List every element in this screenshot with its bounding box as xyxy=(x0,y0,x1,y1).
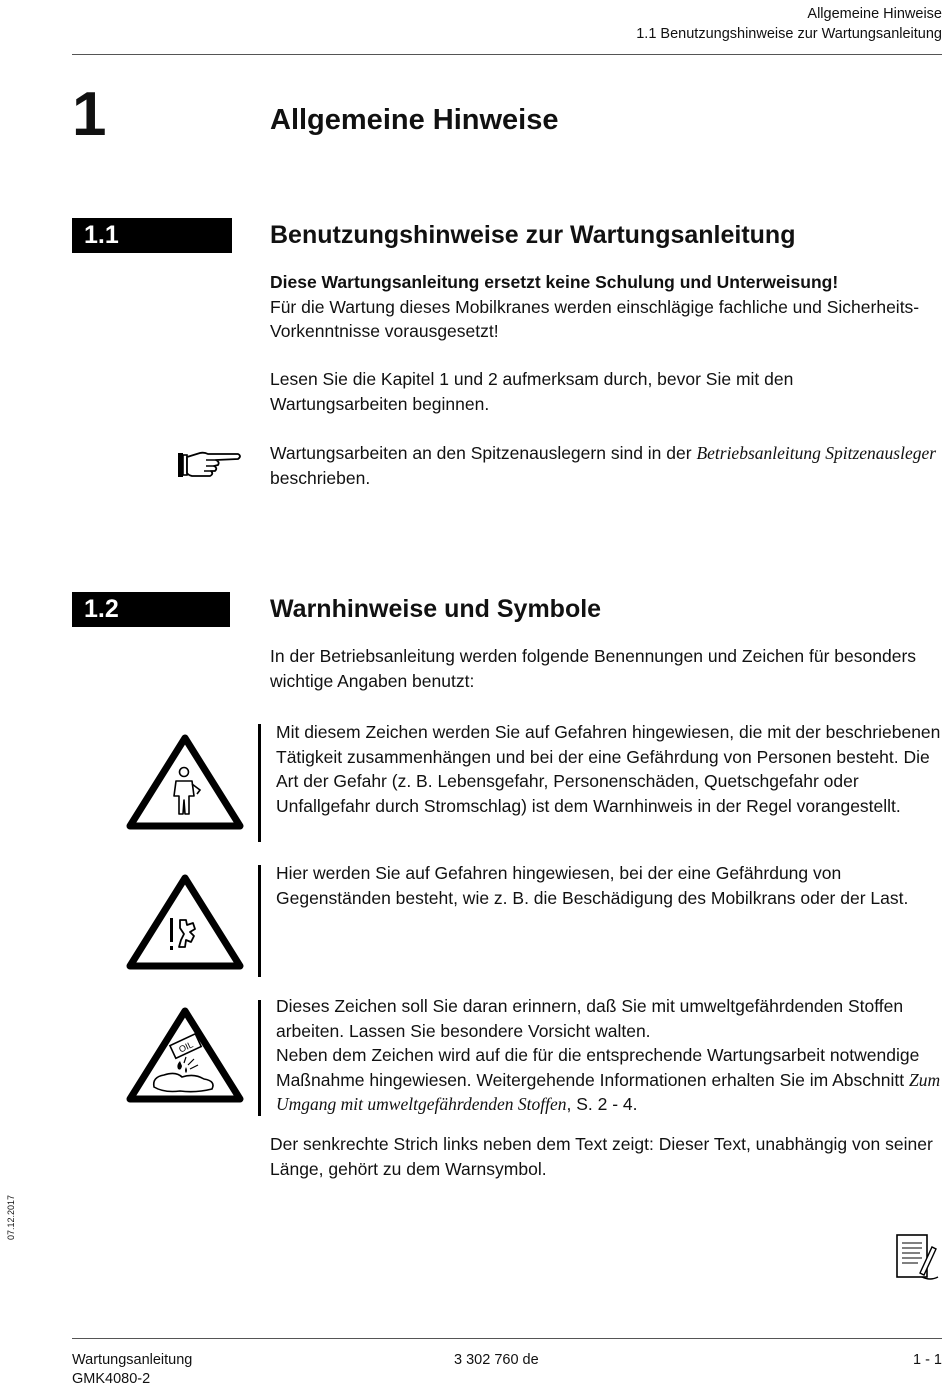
warning-marker-bar xyxy=(258,724,261,842)
environment-warning-text xyxy=(276,994,942,1117)
read-chapters-text: Lesen Sie die Kapitel 1 und 2 aufmerksam durch, bevor Sie mit den Wartungsarbeiten beginnen. xyxy=(270,369,794,414)
footer-document: Wartungsanleitung xyxy=(72,1352,193,1368)
header-section: 1.1 Benutzungshinweise zur Wartungsanleitung xyxy=(636,26,942,42)
manual-reference: Betriebsanleitung Spitzenausleger xyxy=(696,443,937,463)
header-chapter: Allgemeine Hinweise xyxy=(807,6,942,22)
environment-warning-line1: Dieses Zeichen soll Sie daran erinnern, daß Sie mit umweltgefährdenden Stoffen arbeiten. Lassen Sie besondere Vorsicht walten. xyxy=(276,996,904,1041)
section-reference: Zum Umgang mit umweltgefährdenden Stoffen xyxy=(276,1069,941,1114)
header-rule xyxy=(72,54,942,55)
object-warning-text: Hier werden Sie auf Gefahren hingewiesen, bei der eine Gefährdung von Gegenständen besteht, wie z. B. die Beschädigung des Mobilkrans oder der Last. xyxy=(276,863,909,908)
vertical-bar-explanation: Der senkrechte Strich links neben dem Text zeigt: Dieser Text, unabhängig von seiner Länge, gehört zu dem Warnsymbol. xyxy=(270,1134,933,1179)
prerequisite-text: Für die Wartung dieses Mobilkranes werden einschlägige fachliche und Sicherheits-Vorkenntnisse vorausgesetzt! xyxy=(270,296,920,341)
section-title: Benutzungshinweise zur Wartungsanleitung xyxy=(270,221,796,249)
warnings-intro: In der Betriebsanleitung werden folgende Benennungen und Zeichen für besonders wichtige Angaben benutzt: xyxy=(270,646,917,691)
footer-rule xyxy=(72,1338,942,1339)
svg-text:OIL: OIL xyxy=(177,1039,195,1055)
spitzenausleger-note: Wartungsarbeiten an den Spitzenauslegern sind in der Betriebsanleitung Spitzenausleger beschrieben. xyxy=(270,443,937,488)
page-number: 1 - 1 xyxy=(912,1352,942,1368)
no-training-warning: Diese Wartungsanleitung ersetzt keine Schulung und Unterweisung! xyxy=(270,272,839,292)
environment-hazard-warning-icon xyxy=(124,1005,246,1105)
section-number-bar: 1.1 xyxy=(72,218,232,253)
warning-marker-bar xyxy=(258,1000,261,1116)
footer-model: GMK4080-2 xyxy=(72,1371,151,1387)
pointing-hand-icon xyxy=(176,447,244,481)
chapter-title: Allgemeine Hinweise xyxy=(270,104,559,136)
manual-document-icon xyxy=(894,1233,940,1283)
usage-paragraph xyxy=(270,270,942,344)
section-number-bar: 1.2 xyxy=(72,592,230,627)
warning-marker-bar xyxy=(258,865,261,977)
person-danger-warning-icon xyxy=(124,732,246,832)
footer-code: 3 302 760 de xyxy=(454,1352,539,1368)
person-warning-text: Mit diesem Zeichen werden Sie auf Gefahren hingewiesen, die mit der beschriebenen Tätigkeit zusammenhängen und bei der eine Gefährdung von Personen besteht. Die Art der Gefahr (z. B. Lebensgefahr, Personenschäden, Quetschgefahr oder Unfallgefahr durch Stromschlag) ist dem Warnhinweis in der Regel vorangestellt. xyxy=(276,722,941,816)
environment-warning-line2: Neben dem Zeichen wird auf die für die entsprechende Wartungsarbeit notwendige Maßnahme hingewiesen. Weitergehende Informationen erhalten Sie im Abschnitt Zum Umgang mit umweltgefährdenden Stoffen, S. 2 - 4. xyxy=(276,1045,941,1114)
revision-date: 07.12.2017 xyxy=(6,1194,16,1240)
property-damage-warning-icon xyxy=(124,872,246,972)
chapter-number: 1 xyxy=(72,80,107,149)
section-title: Warnhinweise und Symbole xyxy=(270,595,602,623)
